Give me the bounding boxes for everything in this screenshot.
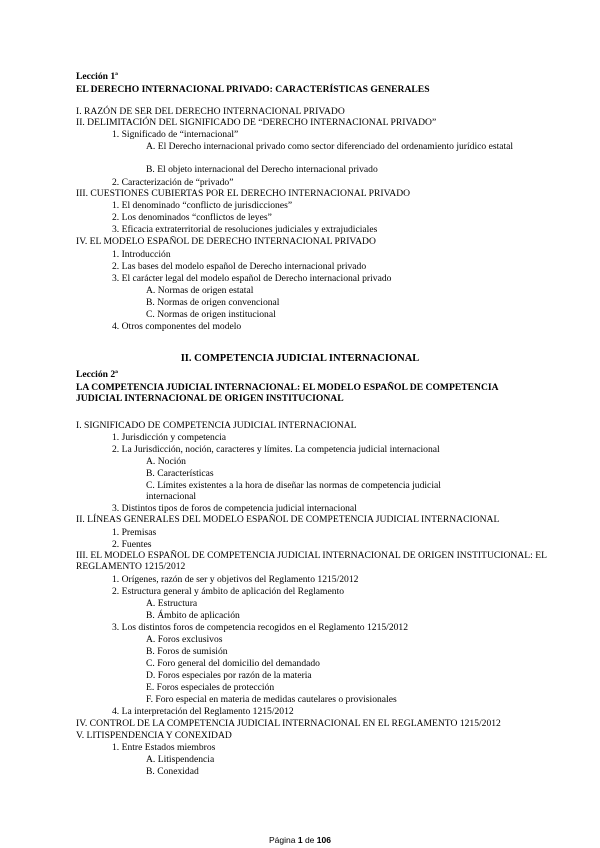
outline-item: 4. Otros componentes del modelo — [112, 321, 242, 332]
outline-item: E. Foros especiales de protección — [146, 682, 275, 693]
page-number: 1 — [297, 835, 303, 845]
outline-item: III. CUESTIONES CUBIERTAS POR EL DERECHO INTERNACIONAL PRIVADO — [76, 188, 411, 199]
total-pages: 106 — [316, 835, 331, 845]
outline-item: IV. CONTROL DE LA COMPETENCIA JUDICIAL INTERNACIONAL EN EL REGLAMENTO 1215/2012 — [76, 718, 501, 729]
outline-item: III. EL MODELO ESPAÑOL DE COMPETENCIA JUDICIAL INTERNACIONAL DE ORIGEN INSTITUCIONAL: EL REGLAMENTO 1215/2012 — [76, 550, 547, 572]
outline-item: C. Foro general del domicilio del demandado — [146, 658, 320, 669]
outline-item: 2. Caracterización de “privado” — [112, 177, 234, 188]
outline-item: A. Noción — [146, 456, 186, 467]
outline-item: 3. Eficacia extraterritorial de resoluciones judiciales y extrajudiciales — [112, 224, 378, 235]
of-word: de — [304, 835, 315, 845]
outline-item: B. Normas de origen convencional — [146, 297, 280, 308]
lesson-2-label: Lección 2ª — [76, 369, 119, 380]
section-heading: II. COMPETENCIA JUDICIAL INTERNACIONAL — [180, 353, 420, 364]
outline-item: 2. Las bases del modelo español de Derecho internacional privado — [112, 261, 367, 272]
outline-item: B. El objeto internacional del Derecho internacional privado — [146, 164, 378, 175]
outline-item: A. Litispendencia — [146, 754, 215, 765]
outline-item: B. Foros de sumisión — [146, 646, 228, 657]
outline-item: 1. Orígenes, razón de ser y objetivos del Reglamento 1215/2012 — [112, 574, 359, 585]
outline-item: 2. Los denominados “conflictos de leyes” — [112, 212, 272, 223]
outline-item: 1. Introducción — [112, 249, 171, 260]
outline-item: A. Normas de origen estatal — [146, 285, 254, 296]
outline-item: II. DELIMITACIÓN DEL SIGNIFICADO DE “DERECHO INTERNACIONAL PRIVADO” — [76, 117, 437, 128]
outline-item: 2. La Jurisdicción, noción, caracteres y límites. La competencia judicial internacional — [112, 444, 440, 455]
outline-item: A. Estructura — [146, 598, 198, 609]
outline-item: 1. Significado de “internacional” — [112, 129, 239, 140]
outline-item: D. Foros especiales por razón de la materia — [146, 670, 312, 681]
outline-item: II. LÍNEAS GENERALES DEL MODELO ESPAÑOL DE COMPETENCIA JUDICIAL INTERNACIONAL — [76, 514, 500, 525]
outline-item: I. SIGNIFICADO DE COMPETENCIA JUDICIAL INTERNACIONAL — [76, 420, 357, 431]
outline-item: B. Conexidad — [146, 766, 199, 777]
outline-item: B. Características — [146, 468, 214, 479]
outline-item: V. LITISPENDENCIA Y CONEXIDAD — [76, 730, 232, 741]
outline-item: B. Ámbito de aplicación — [146, 610, 240, 621]
outline-item: 4. La interpretación del Reglamento 1215/2012 — [112, 706, 294, 717]
outline-item: 1. Entre Estados miembros — [112, 742, 216, 753]
outline-item: 1. Jurisdicción y competencia — [112, 432, 227, 443]
page-footer — [0, 835, 600, 845]
outline-item: 3. Los distintos foros de competencia recogidos en el Reglamento 1215/2012 — [112, 622, 409, 633]
lesson-2-title: LA COMPETENCIA JUDICIAL INTERNACIONAL: EL MODELO ESPAÑOL DE COMPETENCIA JUDICIAL INTERNACIONAL DE ORIGEN INSTITUCIONAL — [76, 382, 499, 404]
page-word: Página — [269, 835, 296, 845]
outline-item: A. Foros exclusivos — [146, 634, 223, 645]
outline-item: 1. El denominado “conflicto de jurisdicciones” — [112, 200, 293, 211]
outline-item: 3. El carácter legal del modelo español de Derecho internacional privado — [112, 273, 392, 284]
lesson-1-title: EL DERECHO INTERNACIONAL PRIVADO: CARACTERÍSTICAS GENERALES — [76, 84, 430, 95]
lesson-1-label: Lección 1ª — [76, 71, 119, 82]
outline-item: I. RAZÓN DE SER DEL DERECHO INTERNACIONAL PRIVADO — [76, 106, 345, 117]
outline-item: 3. Distintos tipos de foros de competencia judicial internacional — [112, 503, 357, 514]
outline-item: 2. Estructura general y ámbito de aplicación del Reglamento — [112, 586, 345, 597]
outline-item: F. Foro especial en materia de medidas cautelares o provisionales — [146, 694, 397, 705]
outline-item: C. Límites existentes a la hora de diseñar las normas de competencia judicial internacional — [146, 480, 441, 502]
outline-item: C. Normas de origen institucional — [146, 309, 276, 320]
outline-item: 2. Fuentes — [112, 539, 152, 550]
outline-item: IV. EL MODELO ESPAÑOL DE DERECHO INTERNACIONAL PRIVADO — [76, 236, 376, 247]
outline-item: 1. Premisas — [112, 527, 157, 538]
outline-item: A. El Derecho internacional privado como sector diferenciado del ordenamiento jurídico estatal — [146, 141, 514, 152]
